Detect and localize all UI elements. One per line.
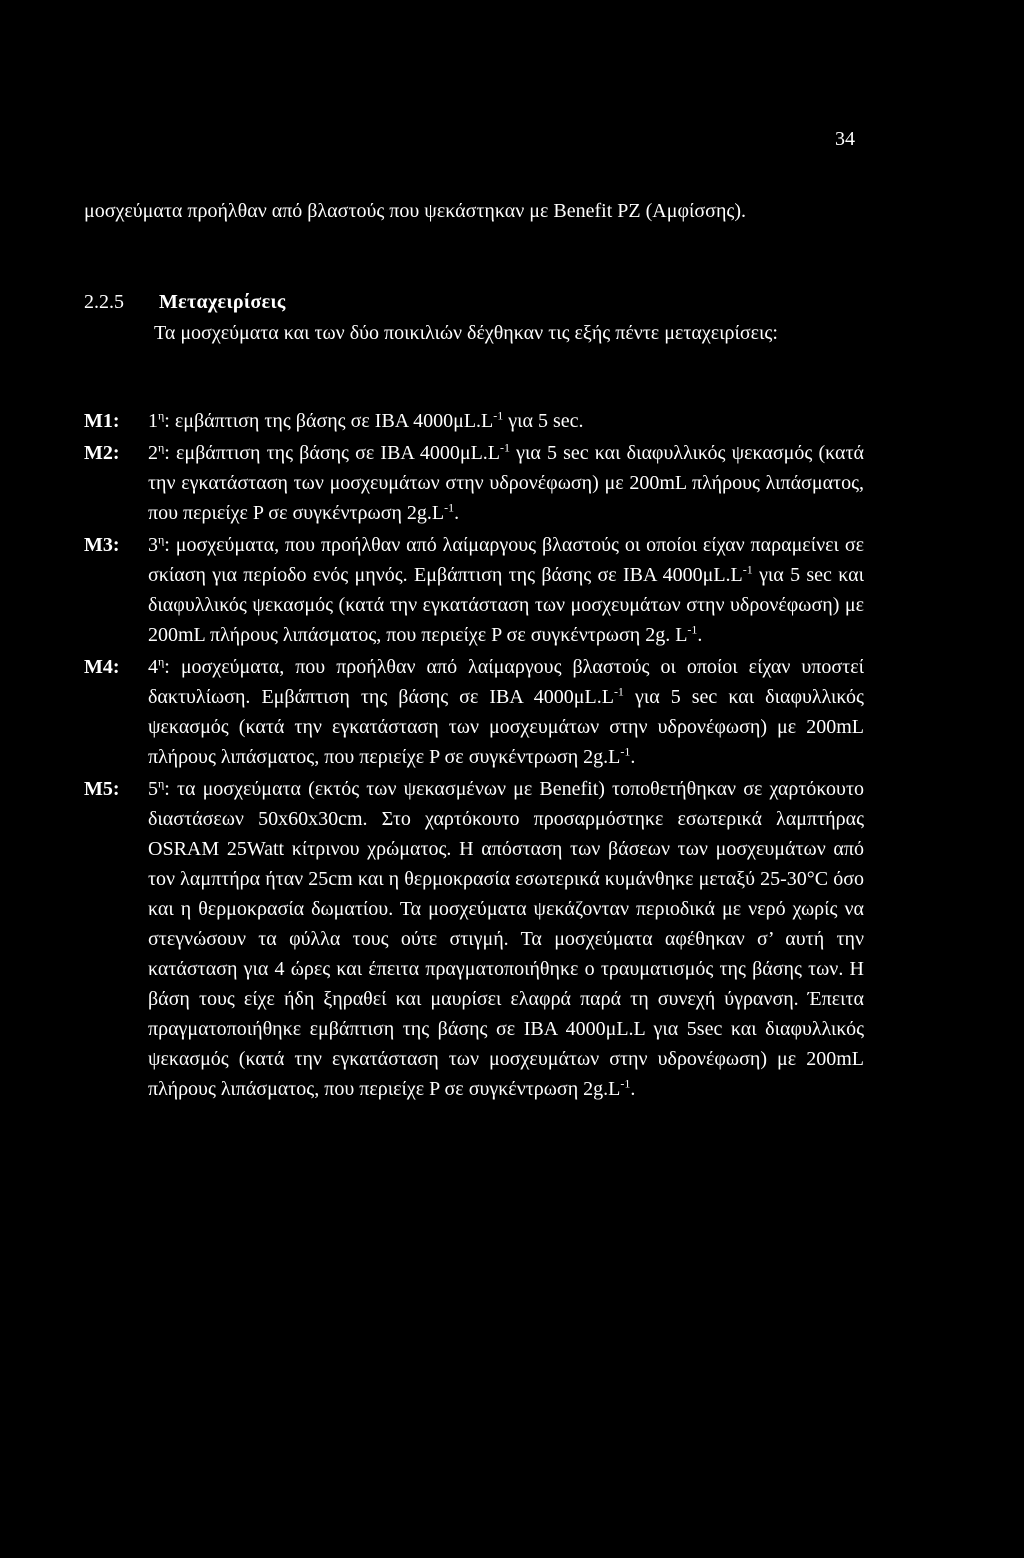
treatment-body: $3^\eta$: μοσχεύματα, που προήλθαν από λαίμαργους βλαστούς οι οποίοι είχαν παραμείνει σε σκίαση για περίοδο ενός μηνός. Εμβάπτιση της βάσης σε IBA $4000\mu L.L^{-1}$ για 5 sec και διαφυλλικός ψεκασμός (κατά την εγκατάσταση των μοσχευμάτων στην υδρονέφωση) με 200mL πλήρους λιπάσματος, που περιείχε P σε συγκέντρωση 2g. $L^{-1}$. bbox=[148, 532, 865, 646]
section-title: Μεταχειρίσεις bbox=[159, 291, 286, 313]
treatment-body: $2^\eta$: εμβάπτιση της βάσης σε IBA $4000\mu L.L^{-1}$ για 5 sec και διαφυλλικός ψεκασμός (κατά την εγκατάσταση των μοσχευμάτων στην υδρονέφωση) με 200mL πλήρους λιπάσματος, που περιείχε P σε συγκέντρωση $2g.L^{-1}$. bbox=[148, 440, 864, 524]
section-lead: Τα μοσχεύματα και των δύο ποικιλιών δέχθηκαν τις εξής πέντε μεταχειρίσεις: bbox=[154, 322, 778, 344]
treatment-label: Μ1: bbox=[84, 410, 120, 432]
treatment-label: Μ5: bbox=[84, 778, 120, 800]
treatment-item bbox=[84, 774, 864, 1104]
treatment-body: $5^\eta$: τα μοσχεύματα (εκτός των ψεκασμένων με Benefit) τοποθετήθηκαν σε χαρτόκουτο διαστάσεων 50x60x30cm. Στο χαρτόκουτο προσαρμόστηκε εσωτερικά λαμπτήρας OSRAM 25Watt κίτρινου χρώματος. Η απόσταση των βάσεων των μοσχευμάτων από τον λαμπτήρα ήταν 25cm και η θερμοκρασία εσωτερικά κυμάνθηκε μεταξύ 25-30°C όσο και η θερμοκρασία δωματίου. Τα μοσχεύματα ψεκάζονταν περιοδικά με νερό χωρίς να στεγνώσουν τα φύλλα τους ούτε στιγμή. Τα μοσχεύματα αφέθηκαν σ’ αυτή την κατάσταση για 4 ώρες και έπειτα πραγματοποιήθηκε ο τραυματισμός της βάσης των. Η βάση τους είχε ήδη ξηραθεί και μαυρίσει ελαφρά παρά τη συνεχή ύγρανση. Έπειτα πραγματοποιήθηκε εμβάπτιση της βάσης σε IBA 4000μL.L για 5sec και διαφυλλικός ψεκασμός (κατά την εγκατάσταση των μοσχευμάτων στην υδρονέφωση) με 200mL πλήρους λιπάσματος, που περιείχε P σε συγκέντρωση $2g.L^{-1}$. bbox=[148, 776, 864, 1100]
treatment-label: Μ2: bbox=[84, 442, 120, 464]
section-number: 2.2.5 bbox=[84, 291, 124, 313]
treatment-item bbox=[84, 406, 864, 436]
treatment-list bbox=[84, 406, 864, 1106]
treatment-item bbox=[84, 652, 864, 772]
treatment-label: Μ4: bbox=[84, 656, 120, 678]
intro-paragraph: μοσχεύματα προήλθαν από βλαστούς που ψεκάστηκαν με Benefit PZ (Αμφίσσης). bbox=[84, 200, 746, 222]
page-number: 34 bbox=[835, 128, 855, 150]
treatment-body: $4^\eta$: μοσχεύματα, που προήλθαν από λαίμαργους βλαστούς οι οποίοι είχαν υποστεί δακτυλίωση. Εμβάπτιση της βάσης σε IBA $4000\mu L.L^{-1}$ για 5 sec και διαφυλλικός ψεκασμός (κατά την εγκατάσταση των μοσχευμάτων στην υδρονέφωση) με 200mL πλήρους λιπάσματος, που περιείχε P σε συγκέντρωση $2g.L^{-1}$. bbox=[148, 654, 864, 768]
treatment-item bbox=[84, 530, 864, 650]
section-heading bbox=[84, 287, 286, 317]
treatment-body: $1^\eta$: εμβάπτιση της βάσης σε IBA $4000\mu L.L^{-1}$ για 5 sec. bbox=[148, 408, 584, 432]
treatment-item bbox=[84, 438, 864, 528]
treatment-label: Μ3: bbox=[84, 534, 120, 556]
